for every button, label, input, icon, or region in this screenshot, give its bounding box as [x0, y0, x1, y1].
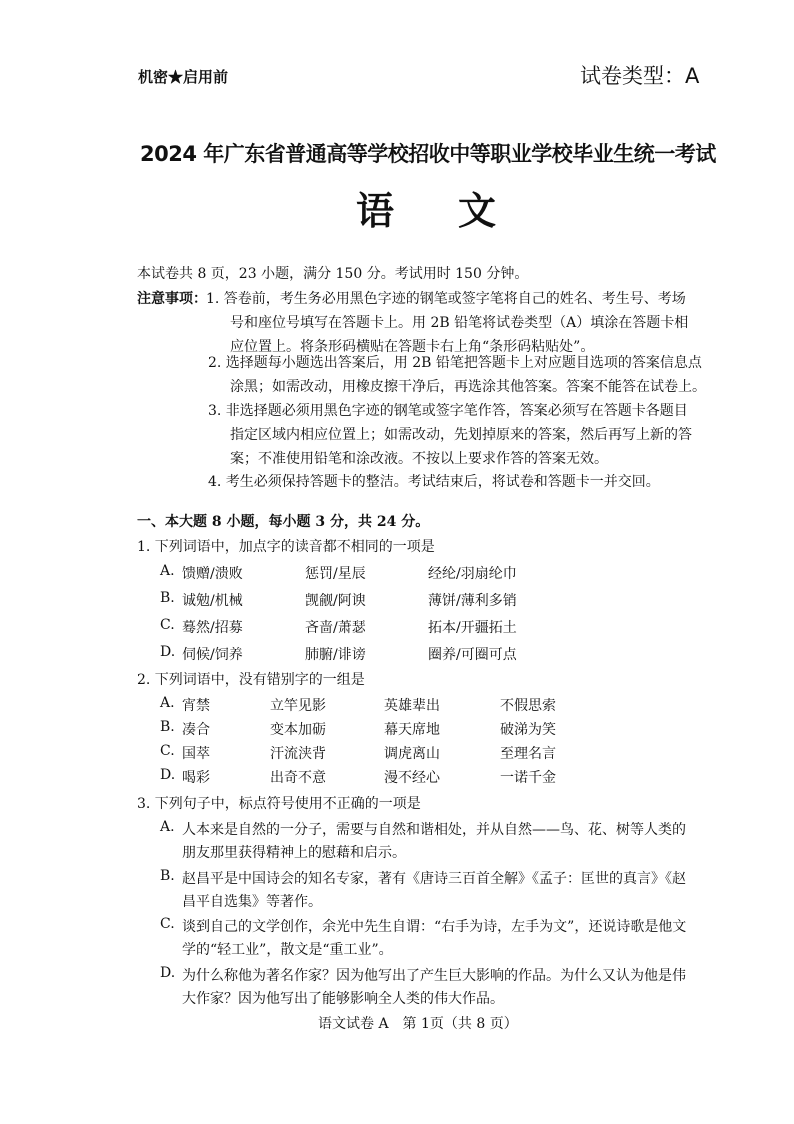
option-word: 调虎离山: [384, 746, 440, 762]
option-word: 肺腑/诽谤: [305, 647, 366, 663]
option-word: 诚勉/机械: [182, 593, 243, 609]
option-word: 出奇不意: [270, 770, 326, 786]
note-line: 案；不准使用铅笔和涂改液。不按以上要求作答的答案无效。: [230, 451, 608, 467]
subject-title: 语文: [356, 189, 561, 233]
option-word: 汗流浃背: [270, 746, 326, 762]
note-line: 应位置上。将条形码横贴在答题卡右上角“条形码粘贴处”。: [230, 339, 595, 355]
option-text: 人本来是自然的一分子，需要与自然和谐相处，并从自然——鸟、花、树等人类的: [182, 822, 686, 838]
option-text: 昌平自选集》等著作。: [182, 894, 322, 910]
option-letter: C.: [160, 617, 175, 633]
note-line: 涂黑；如需改动，用橡皮擦干净后，再选涂其他答案。答案不能答在试卷上。: [230, 379, 706, 395]
notes-label: 注意事项：: [137, 291, 207, 307]
option-word: 惩罚/星辰: [305, 566, 366, 582]
exam-intro: 本试卷共 8 页，23 小题，满分 150 分。考试用时 150 分钟。: [137, 266, 529, 282]
option-word: 幕天席地: [384, 722, 440, 738]
option-text: 谈到自己的文学创作，余光中先生自谓：“右手为诗，左手为文”，还说诗歌是他文: [182, 919, 687, 935]
option-word: 喝彩: [182, 770, 210, 786]
confidential-label: 机密★启用前: [138, 68, 229, 86]
option-letter: D.: [160, 644, 176, 660]
option-word: 蓦然/招募: [182, 620, 243, 636]
option-word: 觊觎/阿谀: [305, 593, 366, 609]
note-line: 号和座位号填写在答题卡上。用 2B 铅笔将试卷类型（A）填涂在答题卡相: [230, 315, 689, 331]
option-word: 薄饼/薄利多销: [428, 593, 517, 609]
option-text: 学的“轻工业”，散文是“重工业”。: [182, 942, 393, 958]
question-3-stem: 3. 下列句子中，标点符号使用不正确的一项是: [137, 796, 421, 812]
option-word: 国萃: [182, 746, 210, 762]
option-word: 变本加砺: [270, 722, 326, 738]
option-word: 立竿见影: [270, 698, 326, 714]
option-letter: A.: [160, 819, 175, 835]
page-footer: 语文试卷 A 第 1页（共 8 页）: [318, 1016, 518, 1032]
note-line: 指定区域内相应位置上；如需改动，先划掉原来的答案，然后再写上新的答: [230, 427, 692, 443]
question-1-stem: 1. 下列词语中，加点字的读音都不相同的一项是: [137, 539, 435, 555]
option-word: 拓本/开疆拓土: [428, 620, 517, 636]
section-heading: 一、本大题 8 小题，每小题 3 分，共 24 分。: [137, 514, 430, 530]
option-word: 英雄辈出: [384, 698, 440, 714]
option-word: 伺候/饲养: [182, 647, 243, 663]
exam-title: 2024 年广东省普通高等学校招收中等职业学校毕业生统一考试: [140, 142, 716, 166]
option-letter: B.: [160, 719, 175, 735]
option-word: 漫不经心: [384, 770, 440, 786]
option-word: 经纶/羽扇纶巾: [428, 566, 517, 582]
option-word: 不假思索: [500, 698, 556, 714]
option-text: 大作家？因为他写出了能够影响全人类的伟大作品。: [182, 991, 504, 1007]
option-word: 宵禁: [182, 698, 210, 714]
option-word: 至理名言: [500, 746, 556, 762]
question-2-stem: 2. 下列词语中，没有错别字的一组是: [137, 672, 365, 688]
option-letter: C.: [160, 743, 175, 759]
note-line: 2. 选择题每小题选出答案后，用 2B 铅笔把答题卡上对应题目选项的答案信息点: [208, 355, 702, 371]
option-word: 凑合: [182, 722, 210, 738]
option-letter: D.: [160, 767, 176, 783]
note-line: 1. 答卷前，考生务必用黑色字迹的钢笔或签字笔将自己的姓名、考生号、考场: [206, 291, 686, 307]
option-letter: C.: [160, 916, 175, 932]
option-word: 吝啬/萧瑟: [305, 620, 366, 636]
option-text: 赵昌平是中国诗会的知名专家，著有《唐诗三百首全解》《孟子：匡世的真言》《赵: [182, 871, 686, 887]
option-word: 圈养/可圈可点: [428, 647, 517, 663]
option-text: 朋友那里获得精神上的慰藉和启示。: [182, 845, 406, 861]
option-word: 一诺千金: [500, 770, 556, 786]
option-letter: B.: [160, 590, 175, 606]
option-letter: A.: [160, 563, 175, 579]
option-letter: D.: [160, 965, 176, 981]
option-letter: B.: [160, 868, 175, 884]
option-letter: A.: [160, 695, 175, 711]
note-line: 4. 考生必须保持答题卡的整洁。考试结束后，将试卷和答题卡一并交回。: [208, 474, 660, 490]
paper-type-label: 试卷类型：A: [580, 64, 700, 88]
note-line: 3. 非选择题必须用黑色字迹的钢笔或签字笔作答，答案必须写在答题卡各题目: [208, 403, 688, 419]
option-text: 为什么称他为著名作家？因为他写出了产生巨大影响的作品。为什么又认为他是伟: [182, 968, 686, 984]
option-word: 破涕为笑: [500, 722, 556, 738]
option-word: 馈赠/溃败: [182, 566, 243, 582]
